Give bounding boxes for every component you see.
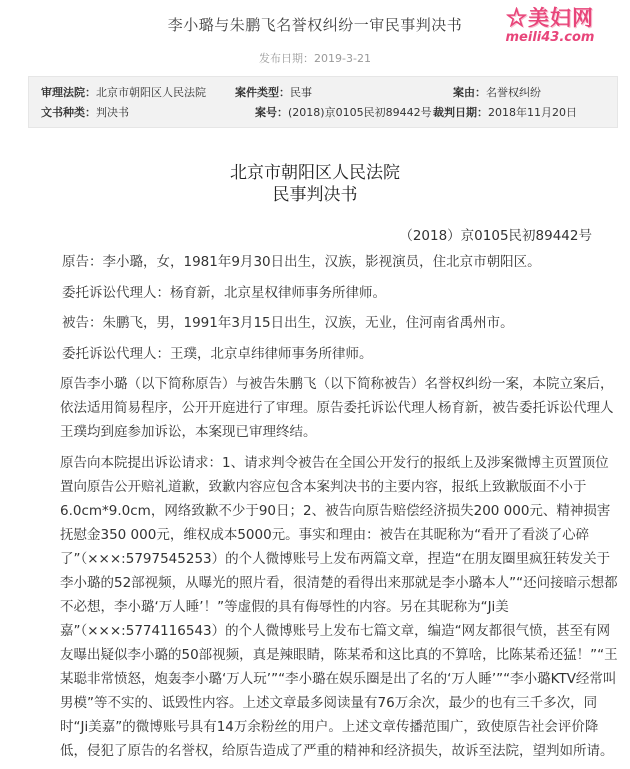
- judgment-date-value: 2018年11月20日: [488, 106, 577, 119]
- paragraph-case-summary: 原告李小璐（以下简称原告）与被告朱鹏飞（以下简称被告）名誉权纠纷一案，本院立案后，依法适用简易程序，公开开庭进行了审理。原告委托诉讼代理人杨育新，被告委托诉讼代理人王璞均到庭参加诉讼，本案现已审理终结。: [60, 376, 614, 440]
- judgment-date-field: [433, 103, 577, 123]
- court-field: [41, 83, 206, 103]
- cause-field: [453, 83, 541, 103]
- judgment-body: [62, 250, 618, 769]
- doc-type-label: 文书种类：: [41, 106, 96, 119]
- document-case-reference: （2018）京0105民初89442号: [399, 228, 592, 244]
- case-number-value: (2018)京0105民初89442号: [288, 106, 432, 119]
- paragraph-plaintiff-agent: 委托诉讼代理人：杨育新，北京星权律师事务所律师。: [62, 284, 386, 301]
- court-value: 北京市朝阳区人民法院: [96, 86, 206, 99]
- watermark-main-text: ☆美妇网: [506, 5, 594, 30]
- document-court-heading: 北京市朝阳区人民法院: [230, 163, 400, 183]
- metadata-row: [29, 103, 617, 123]
- case-type-label: 案件类型：: [235, 86, 290, 99]
- judgment-date-label: 裁判日期：: [433, 106, 488, 119]
- court-label: 审理法院：: [41, 86, 96, 99]
- article-title: 李小璐与朱鹏飞名誉权纠纷一审民事判决书: [167, 16, 463, 34]
- document-type-heading: 民事判决书: [272, 185, 358, 205]
- doc-type-field: [41, 103, 129, 123]
- case-number-field: [255, 103, 432, 123]
- case-type-field: [235, 83, 312, 103]
- paragraph-defendant: 被告：朱鹏飞，男，1991年3月15日出生，汉族，无业，住河南省禹州市。: [62, 315, 514, 331]
- paragraph-plaintiff: 原告：李小璐，女，1981年9月30日出生，汉族，影视演员，住北京市朝阳区。: [62, 254, 541, 270]
- case-metadata-panel: [28, 76, 618, 128]
- watermark-url-text: meili43.com: [505, 30, 595, 45]
- metadata-row: [29, 83, 617, 103]
- case-type-value: 民事: [290, 86, 312, 99]
- publish-date: 发布日期：2019-3-21: [259, 52, 371, 65]
- case-number-label: 案号：: [255, 106, 288, 119]
- paragraph-claims: 原告向本院提出诉讼请求：1、请求判令被告在全国公开发行的报纸上及涉案微博主页置顶位置向原告公开赔礼道歉，致歉内容应包含本案判决书的主要内容，报纸上致歉版面不小于6.0cm*9.0cm，网络致歉不少于90日；2、被告向原告赔偿经济损失200 000元、精神损害抚慰金350 000元，维权成本5000元。事实和理由：被告在其昵称为“看开了看淡了心碎了”（×××:5797545253）的个人微博账号上发布两篇文章，捏造“在朋友圈里疯狂转发关于李小璐的52部视频，从曝光的照片看，很清楚的看得出来那就是李小璐本人”“还问接暗示想都不必想，李小璐‘万人睡’！”等虚假的具有侮辱性的内容。另在其昵称为“Ji美嘉”（×××:5774116543）的个人微博账号上发布七篇文章，编造“网友都很气愤，甚至有网友曝出疑似李小璐的50部视频，真是辣眼睛，陈某希和这比真的不算啥，比陈某希还猛！”“王某聪非常愤怒，炮轰李小璐‘万人玩’”“李小璐在娱乐圈是出了名的‘万人睡’”“李小璐KTV经常叫男模”等不实的、诋毁性内容。上述文章最多阅读量有76万余次，最少的也有三千多次，同时“Ji美嘉”的微博账号具有14万余粉丝的用户。上述文章传播范围广，致使原告社会评价降低，侵犯了原告的名誉权，给原告造成了严重的精神和经济损失，故诉至法院，望判如所请。: [60, 454, 618, 759]
- cause-value: 名誉权纠纷: [486, 86, 541, 99]
- cause-label: 案由：: [453, 86, 486, 99]
- paragraph-defendant-agent: 委托诉讼代理人：王璞，北京卓纬律师事务所律师。: [62, 345, 373, 362]
- doc-type-value: 判决书: [96, 106, 129, 119]
- site-watermark-logo: [484, 6, 616, 46]
